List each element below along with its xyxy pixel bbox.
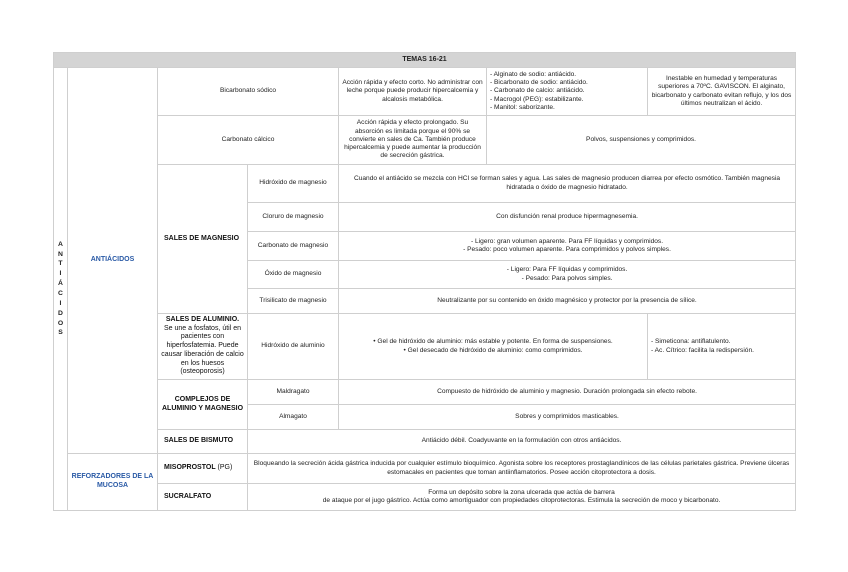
drug-name: Bicarbonato sódico (158, 68, 339, 116)
drug-note: Inestable en humedad y temperaturas superiores a 70ºC. GAVISCON. El alginato, bicarbonato y carbonato evitan reflujo, y los dos últimos neutralizan el ácido. (648, 68, 796, 116)
group-sales-bismuto: SALES DE BISMUTO (158, 430, 248, 454)
drug-name: Almagato (248, 405, 339, 430)
table-row (54, 68, 796, 116)
drug-description: Sobres y comprimidos masticables. (339, 405, 796, 430)
drug-name: Óxido de magnesio (248, 261, 339, 289)
group-sales-magnesio: SALES DE MAGNESIO (158, 165, 248, 314)
drug-description: • Gel de hidróxido de aluminio: más estable y potente. En forma de suspensiones. • Gel desecado de hidróxido de aluminio: como comprimidos. (339, 314, 648, 380)
drug-description: Neutralizante por su contenido en óxido magnésico y protector por la presencia de sílice. (339, 289, 796, 314)
drug-name: Maldragato (248, 380, 339, 405)
drug-name: MISOPROSTOL (164, 464, 216, 472)
topics-table (53, 52, 796, 511)
drug-components-list: - Alginato de sodio: antiácido. - Bicarbonato de sodio: antiácido. - Carbonato de calcio: antiácido. - Macrogol (PEG): estabilizante. - Manitol: saborizante. (487, 68, 648, 116)
group-note: Se une a fosfatos, útil en pacientes con hiperfosfatemia. Puede causar liberación de calcio en los huesos (osteoporosis) (161, 324, 244, 376)
drug-description: Antiácido débil. Coadyuvante en la formulación con otros antiácidos. (248, 430, 796, 454)
drug-name: Trisilicato de magnesio (248, 289, 339, 314)
drug-name: Hidróxido de magnesio (248, 165, 339, 203)
vertical-section-label: A N T I Á C I D O S (54, 68, 68, 511)
table-row (54, 484, 796, 511)
drug-description: - Ligero: gran volumen aparente. Para FF líquidas y comprimidos. - Pesado: poco volumen aparente. Para comprimidos y polvos simples. (339, 232, 796, 261)
category-reforzadores: REFORZADORES DE LA MUCOSA (68, 454, 158, 511)
group-sales-aluminio (158, 314, 248, 380)
table-title: TEMAS 16-21 (54, 53, 796, 68)
drug-name: Hidróxido de aluminio (248, 314, 339, 380)
drug-name: Carbonato de magnesio (248, 232, 339, 261)
drug-description: - Ligero: Para FF líquidas y comprimidos. - Pesado: Para polvos simples. (339, 261, 796, 289)
category-antiacidos: ANTIÁCIDOS (68, 68, 158, 454)
drug-description: Cuando el antiácido se mezcla con HCl se forman sales y agua. Las sales de magnesio producen diarrea por efecto osmótico. También magnesia hidratada o óxido de magnesio hidratado. (339, 165, 796, 203)
group-title: SALES DE ALUMINIO. (165, 315, 240, 323)
drug-description: Acción rápida y efecto prolongado. Su absorción es limitada porque el 90% se convierte en sales de Ca. También produce hipercalcemia y puede aumentar la producción de secreción gástrica. (339, 116, 487, 165)
table-row (54, 454, 796, 484)
drug-description: Compuesto de hidróxido de aluminio y magnesio. Duración prolongada sin efecto rebote. (339, 380, 796, 405)
drug-name: Carbonato cálcico (158, 116, 339, 165)
drug-name: Cloruro de magnesio (248, 203, 339, 232)
drug-description: Acción rápida y efecto corto. No administrar con leche porque puede producir hipercalcemia y alcalosis metabólica. (339, 68, 487, 116)
table-row (54, 380, 796, 405)
drug-name-misoprostol (158, 454, 248, 484)
drug-name-sucralfato: SUCRALFATO (158, 484, 248, 511)
table-row (54, 165, 796, 203)
group-complejos: COMPLEJOS DE ALUMINIO Y MAGNESIO (158, 380, 248, 430)
drug-description: Forma un depósito sobre la zona ulcerada que actúa de barrera de ataque por el jugo gástrico. Actúa como amortiguador con propiedades citoprotectoras. Estimula la secreción de moco y bicarbonato. (248, 484, 796, 511)
drug-description: Bloqueando la secreción ácida gástrica inducida por cualquier estímulo bioquímico. Agonista sobre los receptores prostaglandínicos de las células parietales gástrica. Previene úlceras estomacales en pacientes que toman antiinflamatorios. Posee acción citoprotectora a dosis. (248, 454, 796, 484)
table-row (54, 430, 796, 454)
drug-note: Polvos, suspensiones y comprimidos. (487, 116, 796, 165)
drug-name-suffix: (PG) (215, 464, 233, 472)
table-row (54, 314, 796, 380)
table-row (54, 116, 796, 165)
table-header-row (54, 53, 796, 68)
drug-note: - Simeticona: antiflatulento. - Ac. Cítrico: facilita la redispersión. (648, 314, 796, 380)
drug-description: Con disfunción renal produce hipermagnesemia. (339, 203, 796, 232)
